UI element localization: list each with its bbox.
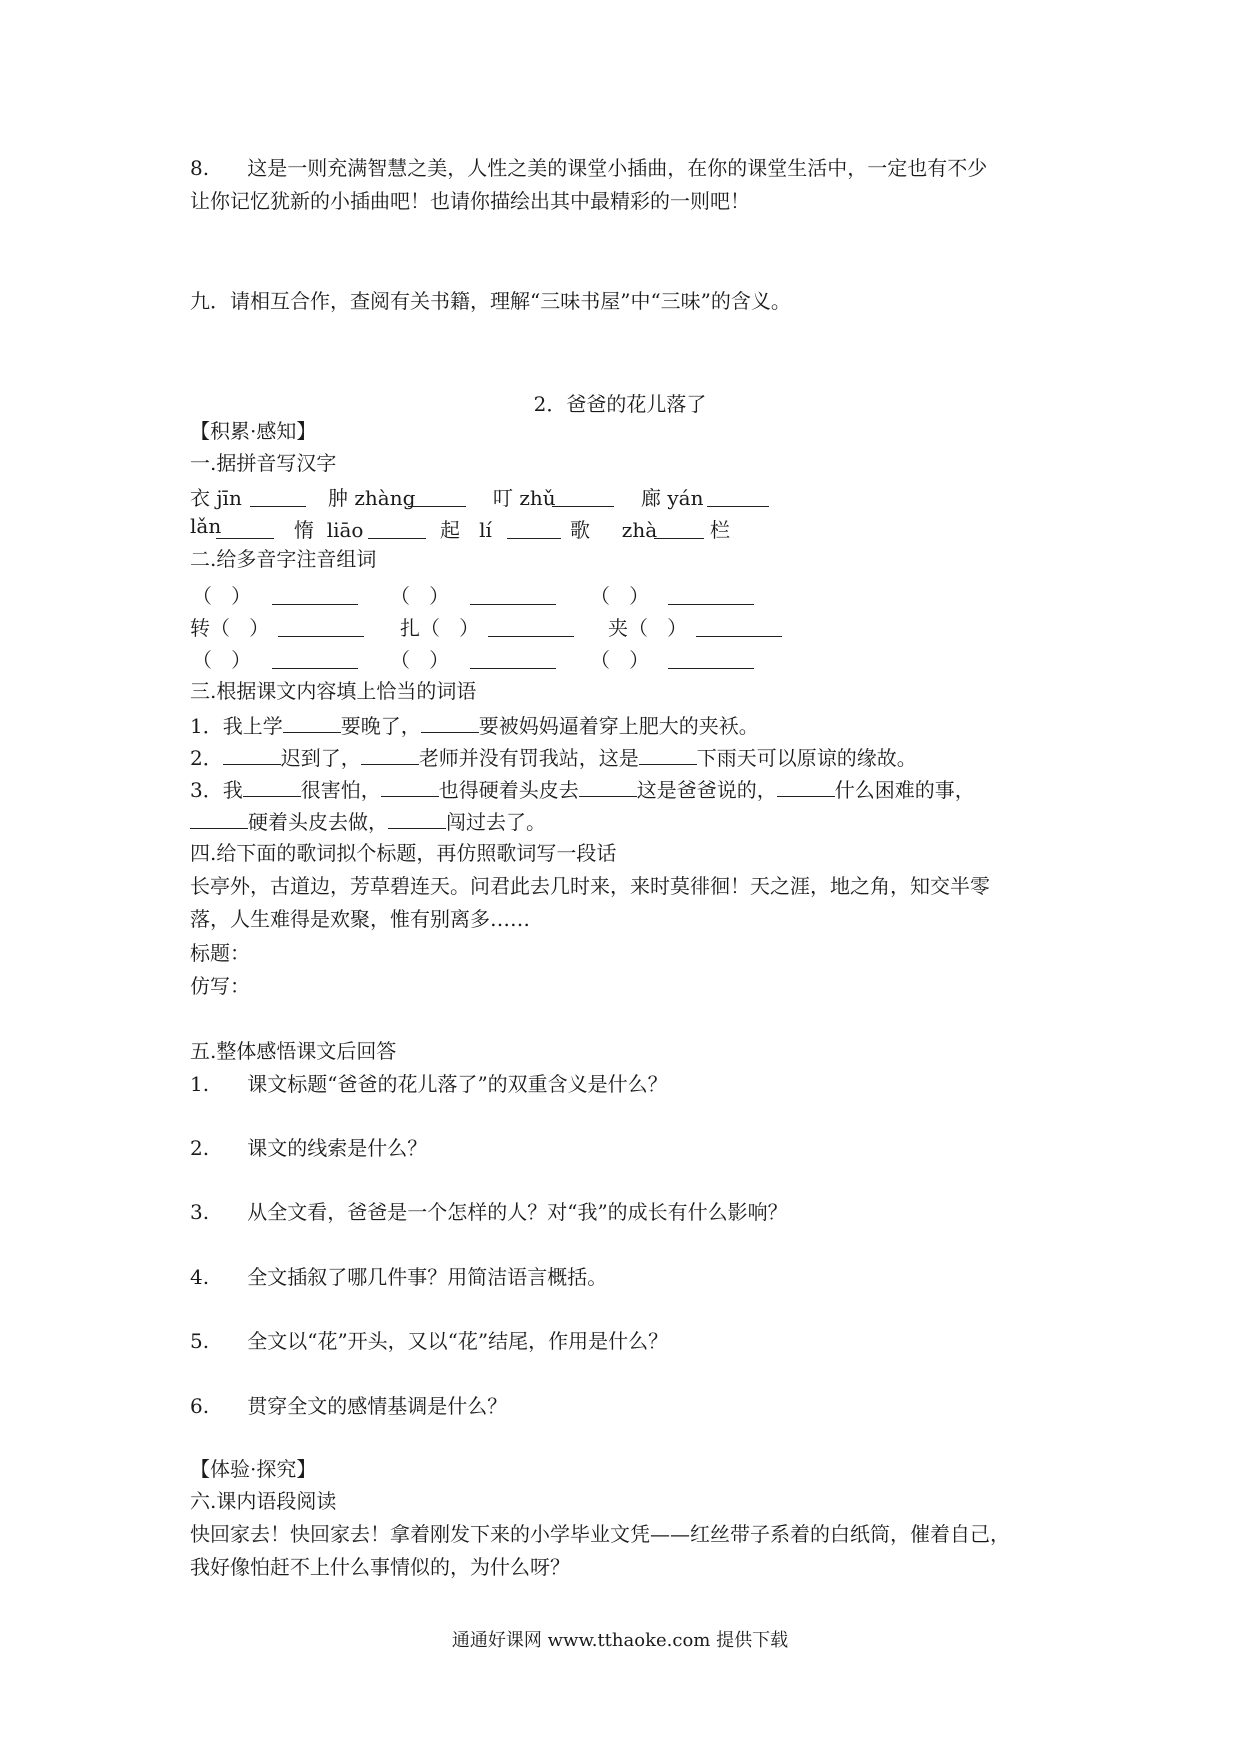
paren-slot: （ ） bbox=[390, 584, 450, 608]
answer-blank[interactable] bbox=[381, 776, 439, 797]
sentence-text: 迟到了， bbox=[280, 746, 361, 770]
question-2: 2. 课文的线索是什么？ bbox=[190, 1136, 428, 1160]
answer-blank[interactable] bbox=[223, 744, 281, 765]
answer-blank[interactable] bbox=[488, 616, 574, 637]
part6-heading: 六.课内语段阅读 bbox=[190, 1489, 337, 1513]
answer-blank[interactable] bbox=[668, 648, 754, 669]
fill-sentence-1 bbox=[190, 712, 759, 739]
answer-blank[interactable] bbox=[283, 712, 341, 733]
polyphone-row-3 bbox=[190, 644, 1090, 670]
sentence-text: 1．我上学 bbox=[190, 714, 283, 738]
answer-blank[interactable] bbox=[579, 776, 637, 797]
q8-line-1: 8. 这是一则充满智慧之美，人性之美的课堂小插曲，在你的课堂生活中，一定也有不少 bbox=[190, 156, 988, 180]
question-4: 4. 全文插叙了哪几件事？用简洁语言概括。 bbox=[190, 1265, 608, 1289]
fill-sentence-3-cont bbox=[190, 808, 546, 835]
fill-sentence-2 bbox=[190, 744, 917, 771]
pinyin-item: 肿 zhàng bbox=[328, 486, 416, 510]
sentence-text: 这是爸爸说的， bbox=[636, 778, 777, 802]
answer-blank[interactable] bbox=[639, 744, 697, 765]
reading-para-line-2: 我好像怕赶不上什么事情似的，为什么呀？ bbox=[190, 1555, 570, 1579]
answer-blank[interactable] bbox=[368, 518, 426, 539]
sentence-text: 要晚了， bbox=[340, 714, 421, 738]
answer-blank[interactable] bbox=[272, 584, 358, 605]
footer-credit: 通通好课网 www.tthaoke.com 提供下载 bbox=[451, 1630, 789, 1651]
lyric-line-1: 长亭外，古道边，芳草碧连天。问君此去几时来，来时莫徘徊！天之涯，地之角，知交半零 bbox=[190, 874, 990, 898]
answer-blank[interactable] bbox=[272, 648, 358, 669]
pinyin-item: 起 lí bbox=[440, 518, 492, 542]
paren-slot: （ ） bbox=[420, 616, 480, 640]
sentence-text: 很害怕， bbox=[300, 778, 381, 802]
lyric-line-2: 落，人生难得是欢聚，惟有别离多…… bbox=[190, 907, 530, 931]
answer-blank[interactable] bbox=[507, 518, 561, 539]
section-accumulate-heading: 【积累·感知】 bbox=[190, 419, 317, 443]
answer-blank[interactable] bbox=[470, 584, 556, 605]
polyphone-char: 扎 bbox=[400, 616, 420, 640]
answer-blank[interactable] bbox=[243, 776, 301, 797]
part4-heading: 四.给下面的歌词拟个标题，再仿照歌词写一段话 bbox=[190, 841, 617, 865]
paren-slot: （ ） bbox=[590, 584, 650, 608]
paren-slot: （ ） bbox=[590, 648, 650, 672]
paren-slot: （ ） bbox=[628, 616, 688, 640]
answer-blank[interactable] bbox=[470, 648, 556, 669]
answer-blank[interactable] bbox=[696, 616, 782, 637]
paren-slot: （ ） bbox=[192, 584, 252, 608]
pinyin-row-2 bbox=[190, 514, 1090, 540]
answer-blank[interactable] bbox=[216, 518, 274, 539]
question-1: 1. 课文标题“爸爸的花儿落了”的双重含义是什么？ bbox=[190, 1072, 668, 1096]
answer-blank[interactable] bbox=[707, 486, 769, 507]
polyphone-row-1 bbox=[190, 580, 1090, 606]
part5-heading: 五.整体感悟课文后回答 bbox=[190, 1039, 397, 1063]
answer-blank[interactable] bbox=[408, 486, 466, 507]
imitate-label: 仿写： bbox=[190, 974, 250, 998]
polyphone-char: 夹 bbox=[608, 616, 628, 640]
fill-sentence-3 bbox=[190, 776, 975, 803]
paren-slot: （ ） bbox=[210, 616, 270, 640]
answer-blank[interactable] bbox=[190, 808, 248, 829]
answer-blank[interactable] bbox=[421, 712, 479, 733]
polyphone-row-2 bbox=[190, 612, 1090, 638]
pinyin-item: 歌 zhà bbox=[570, 518, 658, 542]
question-3: 3. 从全文看，爸爸是一个怎样的人？对“我”的成长有什么影响？ bbox=[190, 1200, 788, 1224]
q9-text: 九．请相互合作，查阅有关书籍，理解“三味书屋”中“三味”的含义。 bbox=[190, 289, 791, 313]
answer-blank[interactable] bbox=[668, 584, 754, 605]
reading-para-line-1: 快回家去！快回家去！拿着刚发下来的小学毕业文凭——红丝带子系着的白纸筒，催着自己， bbox=[190, 1522, 1010, 1546]
question-5: 5. 全文以“花”开头，又以“花”结尾，作用是什么？ bbox=[190, 1329, 669, 1353]
title-label: 标题： bbox=[190, 941, 250, 965]
pinyin-row-1 bbox=[190, 482, 1090, 508]
paren-slot: （ ） bbox=[192, 648, 252, 672]
part2-heading: 二.给多音字注音组词 bbox=[190, 547, 377, 571]
sentence-text: 硬着头皮去做， bbox=[248, 810, 388, 834]
answer-blank[interactable] bbox=[654, 518, 704, 539]
sentence-text: 下雨天可以原谅的缘故。 bbox=[696, 746, 917, 770]
sentence-text: 3．我 bbox=[190, 778, 243, 802]
answer-blank[interactable] bbox=[388, 808, 446, 829]
answer-blank[interactable] bbox=[361, 744, 419, 765]
answer-blank[interactable] bbox=[250, 486, 306, 507]
answer-blank[interactable] bbox=[552, 486, 614, 507]
pinyin-item: 衣 jīn bbox=[190, 486, 242, 510]
sentence-text: 什么困难的事， bbox=[834, 778, 975, 802]
pinyin-item: 廊 yán bbox=[641, 486, 704, 510]
pinyin-item: 栏 bbox=[710, 518, 730, 542]
section-explore-heading: 【体验·探究】 bbox=[190, 1457, 317, 1481]
question-6: 6. 贯穿全文的感情基调是什么？ bbox=[190, 1394, 508, 1418]
pinyin-item: lǎn bbox=[190, 514, 222, 538]
polyphone-char: 转 bbox=[190, 616, 210, 640]
sentence-text: 2． bbox=[190, 746, 223, 770]
answer-blank[interactable] bbox=[777, 776, 835, 797]
pinyin-item: 叮 zhǔ bbox=[493, 486, 556, 510]
answer-blank[interactable] bbox=[278, 616, 364, 637]
q8-line-2: 让你记忆犹新的小插曲吧！也请你描绘出其中最精彩的一则吧！ bbox=[190, 189, 750, 213]
sentence-text: 闯过去了。 bbox=[446, 810, 546, 834]
sentence-text: 老师并没有罚我站，这是 bbox=[418, 746, 639, 770]
lesson-title: 2．爸爸的花儿落了 bbox=[533, 392, 707, 416]
pinyin-item: 惰 liāo bbox=[294, 518, 364, 542]
sentence-text: 也得硬着头皮去 bbox=[438, 778, 579, 802]
sentence-text: 要被妈妈逼着穿上肥大的夹袄。 bbox=[478, 714, 759, 738]
paren-slot: （ ） bbox=[390, 648, 450, 672]
part3-heading: 三.根据课文内容填上恰当的词语 bbox=[190, 679, 477, 703]
part1-heading: 一.据拼音写汉字 bbox=[190, 451, 337, 475]
